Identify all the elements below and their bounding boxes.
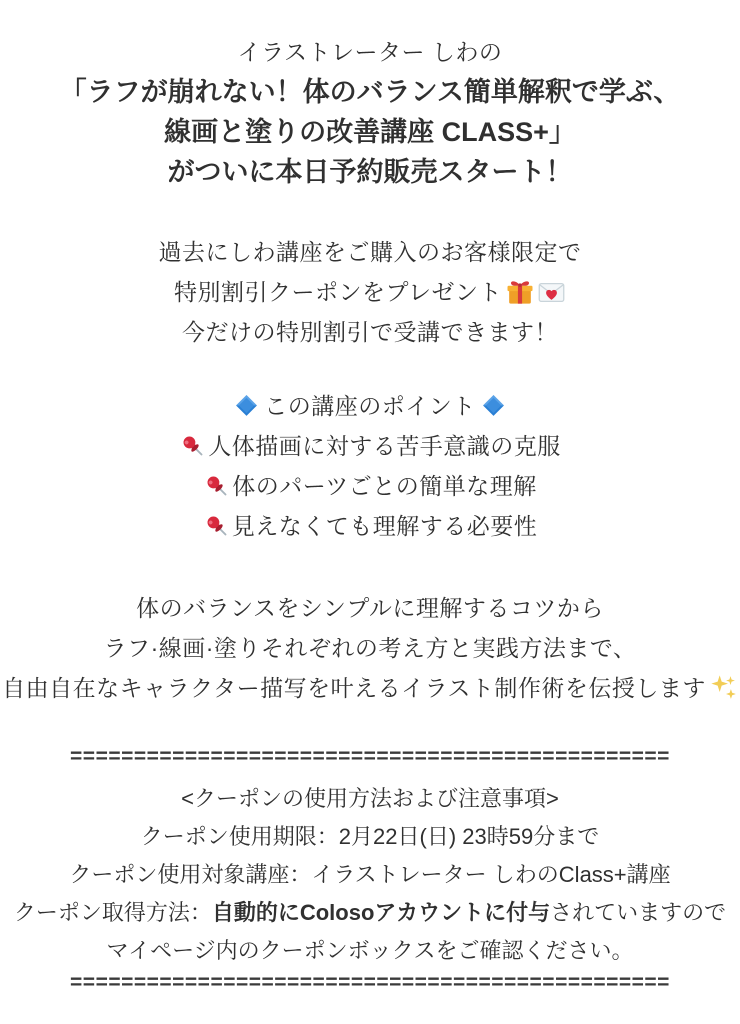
love-letter-emoji xyxy=(537,278,566,307)
pushpin-emoji xyxy=(179,432,207,460)
notice-acquisition xyxy=(0,894,740,932)
notice-heading: <クーポンの使用方法および注意事項> xyxy=(181,786,559,811)
summary-block xyxy=(0,588,740,708)
notice-acquisition-line-2: マイページ内のクーポンボックスをご確認ください。 xyxy=(106,938,634,963)
gift-present-text: 特別割引クーポンをプレゼント xyxy=(173,279,503,305)
gift-emoji xyxy=(505,277,535,307)
header-block xyxy=(0,32,740,192)
divider-line: =============================================== xyxy=(70,746,670,768)
gift-discount-line: 今だけの特別割引で受講できます！ xyxy=(182,319,558,345)
point-item xyxy=(0,466,740,506)
coupon-notice-block xyxy=(0,780,740,970)
notice-target-course: クーポン使用対象講座：イラストレーター しわのClass+講座 xyxy=(69,862,671,887)
point-item xyxy=(0,506,740,546)
gift-present-line xyxy=(0,272,740,312)
course-title-line-2: 線画と塗りの改善講座 CLASS+」 xyxy=(164,117,576,147)
summary-line-1: 体のバランスをシンプルに理解するコツから xyxy=(136,595,604,621)
notice-acquisition-prefix: クーポン取得方法： xyxy=(13,900,212,925)
summary-line-3 xyxy=(0,668,740,708)
coupon-gift-block xyxy=(0,232,740,352)
point-item-text: 見えなくても理解する必要性 xyxy=(231,513,538,539)
point-item-text: 人体描画に対する苦手意識の克服 xyxy=(208,433,561,459)
launch-line: がついに本日予約販売スタート！ xyxy=(167,157,573,187)
notice-acquisition-bold: 自動的にColosoアカウントに付与 xyxy=(211,900,551,925)
notice-acquisition-suffix: されていますので xyxy=(550,900,727,925)
author-line: イラストレーター しわの xyxy=(237,39,503,65)
gift-audience-line: 過去にしわ講座をご購入のお客様限定で xyxy=(158,239,582,265)
summary-line-2: ラフ·線画·塗りそれぞれの考え方と実践方法まで、 xyxy=(103,635,637,661)
blue-diamond-emoji xyxy=(481,393,506,418)
points-heading-text: この講座のポイント xyxy=(264,393,476,419)
notice-expiry: クーポン使用期限：2月22日(日) 23時59分まで xyxy=(140,824,600,849)
point-item xyxy=(0,426,740,466)
divider-line: =============================================== xyxy=(70,972,670,994)
course-points-block xyxy=(0,386,740,546)
points-heading-line xyxy=(0,386,740,426)
pushpin-emoji xyxy=(203,472,231,500)
point-item-text: 体のパーツごとの簡単な理解 xyxy=(232,473,537,499)
summary-line-3-text: 自由自在なキャラクター描写を叶えるイラスト制作術を伝授します xyxy=(2,675,706,701)
course-title-line-1: 「ラフが崩れない！体のバランス簡単解釈で学ぶ、 xyxy=(59,77,681,107)
blue-diamond-emoji xyxy=(234,393,259,418)
sparkles-emoji xyxy=(708,672,738,702)
pushpin-emoji xyxy=(203,512,231,540)
